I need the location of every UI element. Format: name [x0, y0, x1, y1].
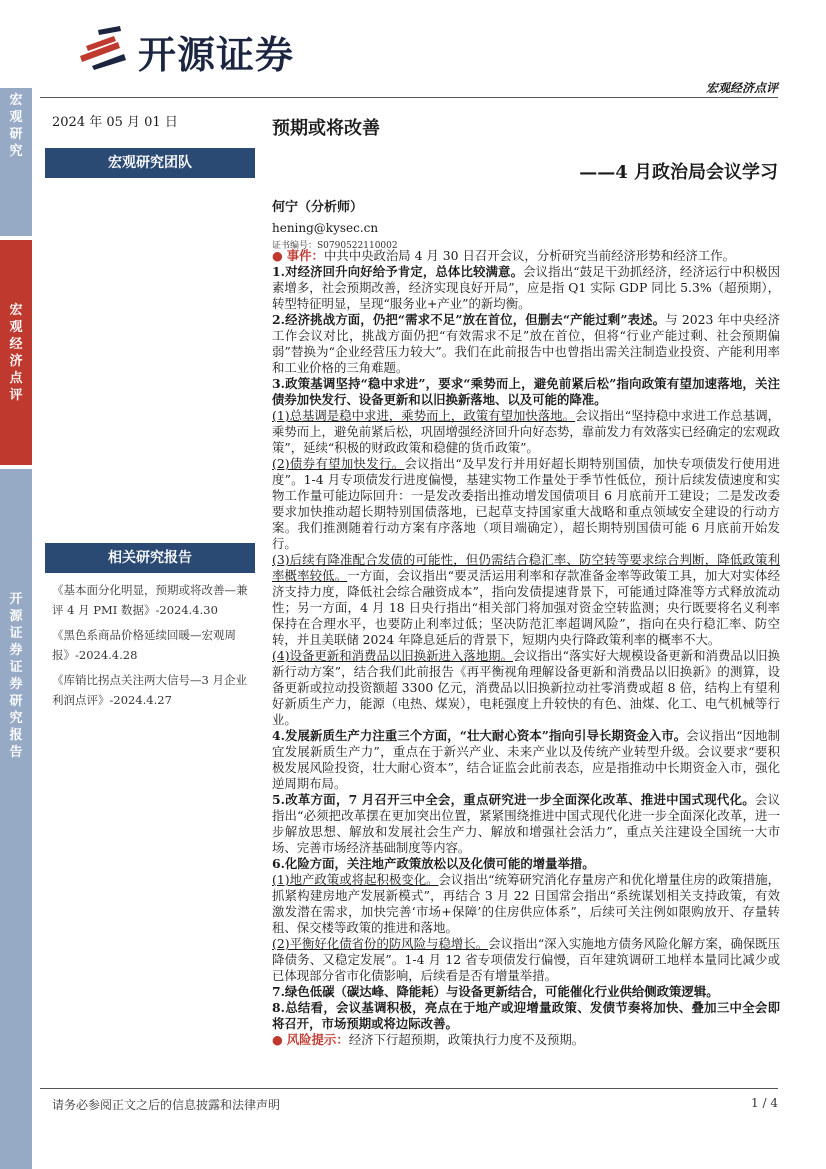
bullet-icon: ●	[272, 1032, 283, 1047]
kysec-logo-icon	[78, 26, 130, 70]
point-6: 6.化险方面，关注地产政策放松以及化债可能的增量举措。	[272, 856, 595, 871]
related-reports-heading: 相关研究报告	[45, 543, 255, 573]
report-title: 预期或将改善	[272, 118, 380, 139]
point-4: 4.发展新质生产力注重三个方面，“壮大耐心资本”指向引导长期资金入市。会议指出“因地制宜发展新质生产力”，重点在于新兴产业、未来产业以及传统产业转型升级。会议要求“要积极发展风险投资，壮大耐心资本”，结合证监会此前表态，应是指推动中长期资金入市，强化逆周期布局。	[272, 728, 780, 791]
bullet-icon: ●	[272, 248, 283, 263]
point-3-1: (1)总基调是稳中求进，乘势而上，政策有望加快落地。会议指出“坚持稳中求进工作总基调，乘势而上，避免前紧后松，巩固增强经济回升向好态势，靠前发力有效落实已经确定的宏观政策”，延续“积极的财政政策和稳健的货币政策”。	[272, 408, 781, 455]
analyst-name: 何宁（分析师）	[272, 200, 364, 215]
side-tab-macro-research: 宏观研究	[0, 88, 32, 236]
point-3-3: (3)后续有降准配合发债的可能性，但仍需结合稳汇率、防空转等要求综合判断，降低政策利率概率较低。一方面，会议指出“要灵活运用利率和存款准备金率等政策工具，加大对实体经济支持力度，降低社会综合融资成本”，指向发债提速背景下，可能通过降准等方式释放流动性；另一方面，4 月 18 日央行指出“相关部门将加强对资金空转监测；央行既要将名义利率保持在合理水平，也要防止利率过低；坚决防范汇率超调风险”，指向在央行稳汇率、防空转，并且美联储 2024 年降息延后的背景下，短期内央行降政策利率的概率不大。	[272, 552, 780, 647]
point-8: 8.总结看，会议基调积极，亮点在于地产或迎增量政策、发债节奏将加快、叠加三中全会即将召开，市场预期或将边际改善。	[272, 1000, 780, 1031]
footer-rule	[40, 1088, 778, 1089]
related-report-item[interactable]: 《基本面分化明显，预期或将改善—兼评 4 月 PMI 数据》-2024.4.30	[52, 583, 248, 617]
related-report-item[interactable]: 《库销比拐点关注两大信号—3 月企业利润点评》-2024.4.27	[52, 673, 247, 707]
risk-text: 经济下行超预期，政策执行力度不及预期。	[348, 1032, 585, 1047]
point-3-2: (2)债券有望加快发行。会议指出“及早发行并用好超长期特别国债，加快专项债发行使用进度”。1-4 月专项债发行进度偏慢，基建实物工作量处于季节性低位，预计后续发债速度和实物工作量可能边际回升：一是发改委指出推动增发国债项目 6 月底前开工建设；二是发改委要求加快推动超长期特别国债落地，已起草支持国家重大战略和重点领域安全建设的行动方案。我们推测随着行动方案有序落地（项目端确定），超长期特别国债可能 6 月底前开始发行。	[272, 456, 780, 551]
point-1: 1.对经济回升向好给予肯定，总体比较满意。会议指出“鼓足干劲抓经济，经济运行中积极因素增多，社会预期改善，经济实现良好开局”，应是指 Q1 实际 GDP 同比 5.3%（超预期），转型特征明显，呈现“服务业+产业”的新均衡。	[272, 264, 780, 311]
header-rule	[40, 97, 778, 98]
related-report-item[interactable]: 《黑色系商品价格延续回暖—宏观周报》-2024.4.28	[52, 628, 236, 662]
report-subtitle: ——4 月政治局会议学习	[579, 162, 778, 183]
point-7: 7.绿色低碳（碳达峰、降能耗）与设备更新结合，可能催化行业供给侧政策逻辑。	[272, 984, 719, 999]
footer-disclaimer: 请务必参阅正文之后的信息披露和法律声明	[52, 1098, 281, 1112]
certificate-number: 证书编号：S0790522110002	[272, 241, 398, 251]
related-reports-list	[52, 580, 252, 715]
side-tab-kysec-report: 开源证券 证券研究报告	[0, 469, 32, 1169]
document-type: 宏观经济点评	[705, 81, 778, 95]
side-tab-macro-commentary: 宏观经济点评	[0, 240, 32, 465]
point-6-1: (1)地产政策或将起积极变化。会议指出“统筹研究消化存量房产和优化增量住房的政策措施，抓紧构建房地产发展新模式”，再结合 3 月 22 日国常会指出“系统谋划相关支持政策，有效激发潜在需求，加快完善‘市场+保障’的住房供应体系”，后续可关注例如限购放开、存量转租、保交楼等政策的推进和落地。	[272, 872, 780, 935]
point-3: 3.政策基调坚持“稳中求进”，要求“乘势而上，避免前紧后松”指向政策有望加速落地，关注债券加快发行、设备更新和以旧换新落地、以及可能的降准。	[272, 376, 780, 407]
point-2: 2.经济挑战方面，仍把“需求不足”放在首位，但删去“产能过剩”表述。与 2023 年中央经济工作会议对比，挑战方面仍把“有效需求不足”放在首位，但将“行业产能过剩、社会预期偏弱”替换为“企业经营压力较大”。我们在此前报告中也曾指出需关注制造业投资、产能利用率和工业价格的三角难题。	[272, 312, 780, 375]
event-text: 中共中央政治局 4 月 30 日召开会议，分析研究当前经济形势和经济工作。	[323, 248, 736, 263]
analyst-email[interactable]: hening@kysec.cn	[272, 221, 379, 235]
report-body	[272, 248, 780, 1048]
event-paragraph	[272, 248, 780, 264]
event-label: 事件：	[286, 248, 324, 263]
brand-name: 开源证券	[138, 33, 295, 77]
point-5: 5.改革方面，7 月召开三中全会，重点研究进一步全面深化改革、推进中国式现代化。会议指出“必须把改革摆在更加突出位置，紧紧围绕推进中国式现代化进一步全面深化改革，进一步解放思想、解放和发展社会生产力、解放和增强社会活力”，重点关注建设全国统一大市场、完善市场经济基础制度等内容。	[272, 792, 781, 855]
point-3-4: (4)设备更新和消费品以旧换新进入落地期。会议指出“落实好大规模设备更新和消费品以旧换新行动方案”，结合我们此前报告《再平衡视角理解设备更新和消费品以旧换新》的测算，设备更新或拉动投资额超 3300 亿元，消费品以旧换新拉动社零消费或超 8 倍，结构上有望利好新质生产力，能源（电热、煤炭），电耗强度上升较快的有色、油煤、化工、电气机械等行业。	[272, 648, 780, 727]
point-6-2: (2)平衡好化债省份的防风险与稳增长。会议指出“深入实施地方债务风险化解方案，确保既压降债务、又稳定发展”。1-4 月 12 省专项债发行偏慢，百年建筑调研工地样本量同比减少或已体现部分省市化债影响，后续看是否有增量举措。	[272, 936, 780, 983]
report-date: 2024 年 05 月 01 日	[52, 115, 178, 130]
risk-paragraph	[272, 1032, 780, 1048]
risk-label: 风险提示：	[286, 1032, 349, 1047]
team-heading: 宏观研究团队	[45, 148, 255, 178]
page-number: 1 / 4	[751, 1096, 778, 1110]
